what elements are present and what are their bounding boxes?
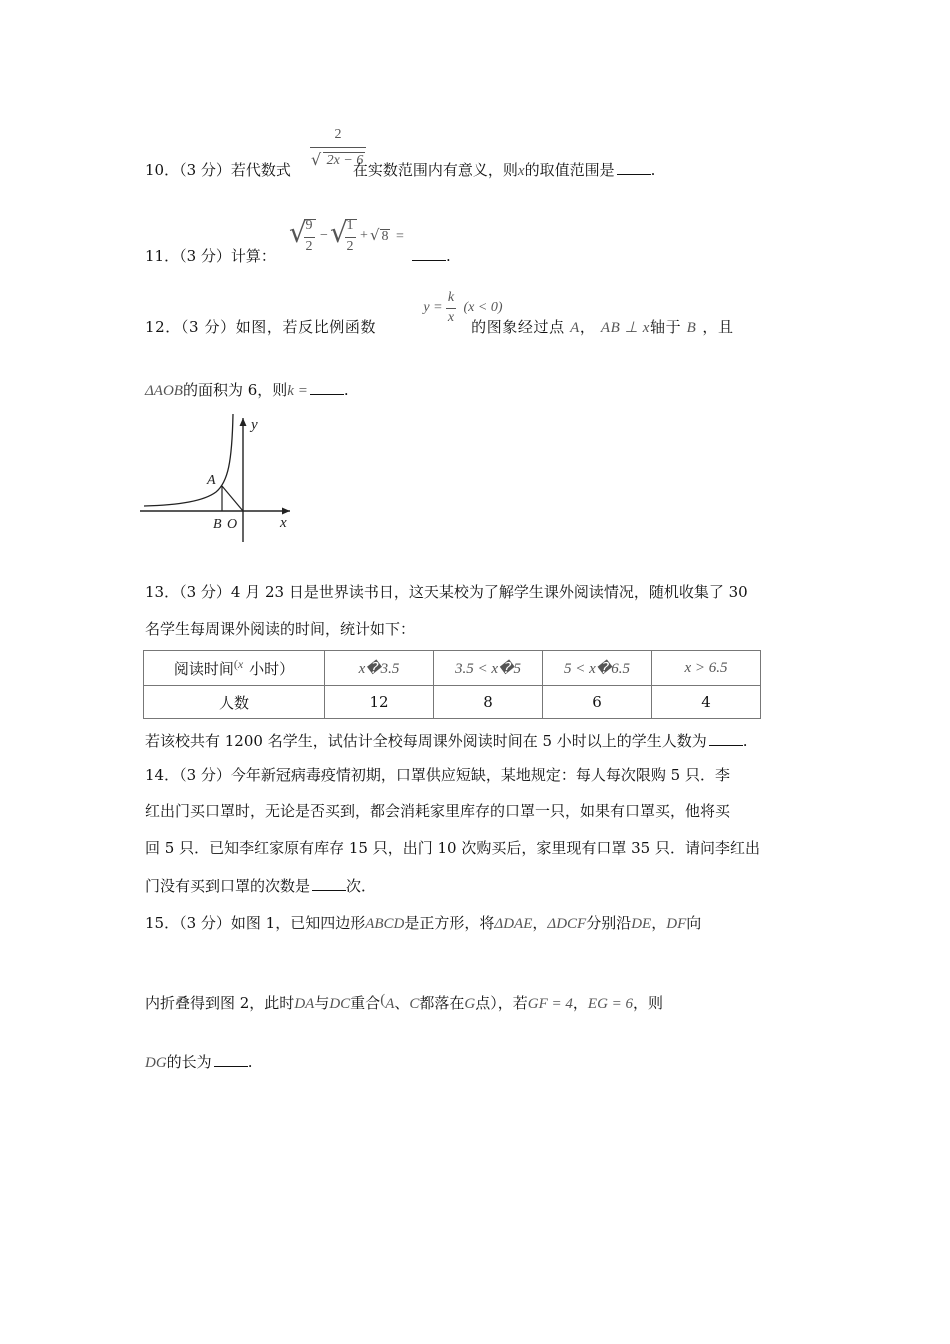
- q11-eq: =: [396, 229, 404, 244]
- q15-l3: 的长为: [166, 1053, 212, 1071]
- question-13-line1: 13．（3 分）4 月 23 日是世界读书日，这天某校为了解学生课外阅读情况，随机收集了 30: [145, 583, 748, 601]
- q15-l2c: 重合: [350, 994, 381, 1012]
- question-13-line2: 名学生每周课外阅读的时间，统计如下：: [145, 620, 416, 638]
- question-15-line3: [145, 1052, 252, 1073]
- q15-g: G: [464, 996, 476, 1012]
- q11-answer-row: [410, 246, 451, 266]
- q12-line2-mid: 的面积为 6，则: [182, 381, 288, 399]
- q11-f1-den: 2: [305, 239, 313, 254]
- question-14-line2: 红出门买口罩时，无论是否买到，都会消耗家里库存的口罩一只，如果有口罩买，他将买: [145, 802, 731, 820]
- row-label-cell: 人数: [144, 686, 325, 719]
- q12-lead: 12．（3 分）如图，若反比例函数: [145, 318, 377, 336]
- q10-var: x: [517, 163, 525, 179]
- q12-triangle: ΔAOB: [145, 383, 183, 399]
- q12-func-cond: (x < 0): [463, 300, 503, 315]
- q11-sqrt1-icon: √: [289, 216, 307, 249]
- interval-cell: 5 < x�6.5: [543, 651, 652, 686]
- header-label-cell: [144, 651, 325, 686]
- y-axis-arrow-icon: [240, 418, 247, 426]
- hyperbola-curve: [144, 414, 233, 506]
- q15-l2g: ，: [572, 994, 588, 1012]
- q11-sqrt2-icon: √: [330, 216, 348, 249]
- q12-comma: ，: [579, 318, 596, 336]
- q15-da: DA: [294, 996, 315, 1012]
- b-label: B: [213, 517, 222, 532]
- q11-f2-bar: [345, 237, 356, 238]
- q11-sqrt3-icon: √: [370, 226, 380, 244]
- q15-answer-blank[interactable]: [214, 1052, 248, 1067]
- q10-answer-blank[interactable]: [617, 160, 651, 175]
- o-label: O: [227, 517, 238, 532]
- count-cell: 4: [652, 686, 761, 719]
- x-axis-arrow-icon: [282, 508, 290, 515]
- q15-t3: 向: [686, 914, 702, 932]
- q12-ab-perp: AB ⊥ x: [600, 320, 650, 336]
- q11-f2-num: 1: [346, 218, 354, 233]
- question-12-line1: [145, 317, 734, 338]
- q10-fraction-bar: [310, 147, 366, 148]
- q10-tail: 的取值范围是: [524, 161, 615, 179]
- question-14-line3: 回 5 只．已知李红家原有库存 15 只，出门 10 次购买后，家里现有口罩 35 只．请问李红出: [145, 839, 760, 857]
- q10-denominator: 2x − 6: [326, 153, 364, 168]
- q15-paren: (: [380, 992, 386, 1008]
- q15-l2a: 内折叠得到图 2，此时: [145, 994, 295, 1012]
- q12-mid1: 的图象经过点: [471, 318, 565, 336]
- q11-lead: 11．（3 分）计算：: [145, 247, 276, 265]
- count-cell: 6: [543, 686, 652, 719]
- q11-r3: 8: [381, 229, 389, 244]
- q11-answer-blank[interactable]: [412, 246, 446, 261]
- count-cell: 12: [325, 686, 434, 719]
- q15-l2e: 都落在: [419, 994, 465, 1012]
- question-15-line2: [145, 990, 663, 1014]
- q12-point-b: B: [686, 320, 697, 336]
- q12-func-num: k: [447, 290, 455, 305]
- q12-func-lhs: y =: [423, 300, 443, 315]
- q15-t1: 是正方形，将: [404, 914, 495, 932]
- q15-t2: 分别沿: [586, 914, 632, 932]
- question-15-line1: [145, 913, 701, 934]
- q14-line4-text: 门没有买到口罩的次数是: [145, 877, 311, 895]
- q14-answer-blank[interactable]: [312, 876, 346, 891]
- q12-tail1: ，且: [702, 318, 734, 336]
- q15-end: .: [247, 1053, 253, 1071]
- count-cell: 8: [434, 686, 543, 719]
- q10-sqrt-icon: √: [311, 150, 322, 169]
- question-11: [145, 246, 276, 266]
- q10-lead: 10．（3 分）若代数式: [145, 161, 291, 179]
- a-label: A: [207, 473, 216, 488]
- header-unit: 小时）: [249, 660, 295, 678]
- header-label: 阅读时间: [173, 660, 234, 678]
- interval-cell: x > 6.5: [652, 651, 761, 686]
- q14-line4-end: 次．: [346, 877, 377, 895]
- q13-after-text: 若该校共有 1200 名学生，试估计全校每周课外阅读时间在 5 小时以上的学生人数为: [145, 732, 707, 750]
- q15-c2: ，: [651, 914, 667, 932]
- q12-mid2: 轴于: [650, 318, 682, 336]
- q15-df: DF: [666, 916, 687, 932]
- question-12-line2: [145, 380, 349, 401]
- question-14-line1: 14．（3 分）今年新冠病毒疫情初期，口罩供应短缺，某地规定：每人每次限购 5 只．李: [145, 766, 730, 784]
- q15-l2b: 与: [314, 994, 330, 1012]
- q15-c1: ，: [532, 914, 548, 932]
- question-13-after: [145, 731, 748, 751]
- q15-l2f: 点），若: [475, 994, 528, 1012]
- q13-end: .: [742, 732, 748, 750]
- header-paren: (: [233, 657, 238, 671]
- q15-dg: DG: [145, 1055, 167, 1071]
- x-label: x: [280, 515, 287, 531]
- question-10: [145, 160, 655, 181]
- interval-cell: 3.5 < x�5: [434, 651, 543, 686]
- q12-func-bar: [446, 308, 456, 309]
- q12-k-eq: k =: [287, 383, 308, 399]
- q10-end: .: [650, 161, 656, 179]
- q11-f1-bar: [304, 237, 315, 238]
- q15-lead: 15．（3 分）如图 1，已知四边形: [145, 914, 366, 932]
- q13-answer-blank[interactable]: [709, 731, 743, 746]
- q15-gf: GF = 4: [527, 996, 573, 1012]
- q11-plus: +: [360, 228, 368, 243]
- q15-dc: DC: [329, 996, 351, 1012]
- q15-dcf: ΔDCF: [547, 916, 587, 932]
- q15-dae: ΔDAE: [494, 916, 533, 932]
- q15-a: A: [385, 996, 395, 1012]
- table-count-row: [144, 686, 761, 719]
- q12-func-den: x: [447, 310, 455, 325]
- q15-de: DE: [631, 916, 652, 932]
- q15-eg: EG = 6: [587, 996, 634, 1012]
- reading-time-table: [143, 650, 761, 719]
- y-label: y: [251, 417, 258, 433]
- q12-point-a: A: [570, 320, 580, 336]
- q15-l2d: 、: [394, 994, 410, 1012]
- q11-f1-num: 9: [305, 218, 313, 233]
- segment-ao: [222, 486, 243, 511]
- q15-l2h: ，则: [633, 994, 664, 1012]
- q12-graph: [140, 412, 300, 547]
- q10-mid: 在实数范围内有意义，则: [352, 161, 518, 179]
- q11-minus: −: [320, 228, 328, 243]
- q15-abcd: ABCD: [365, 916, 405, 932]
- q11-f2-den: 2: [346, 239, 354, 254]
- table-header-row: [144, 651, 761, 686]
- question-14-line4: [145, 876, 376, 896]
- q12-end: .: [343, 381, 349, 399]
- q12-answer-blank[interactable]: [310, 380, 344, 395]
- header-var: x: [237, 657, 244, 671]
- q15-c: C: [409, 996, 420, 1012]
- q10-numerator: 2: [334, 127, 342, 142]
- q11-end: .: [446, 247, 451, 265]
- interval-cell: x�3.5: [325, 651, 434, 686]
